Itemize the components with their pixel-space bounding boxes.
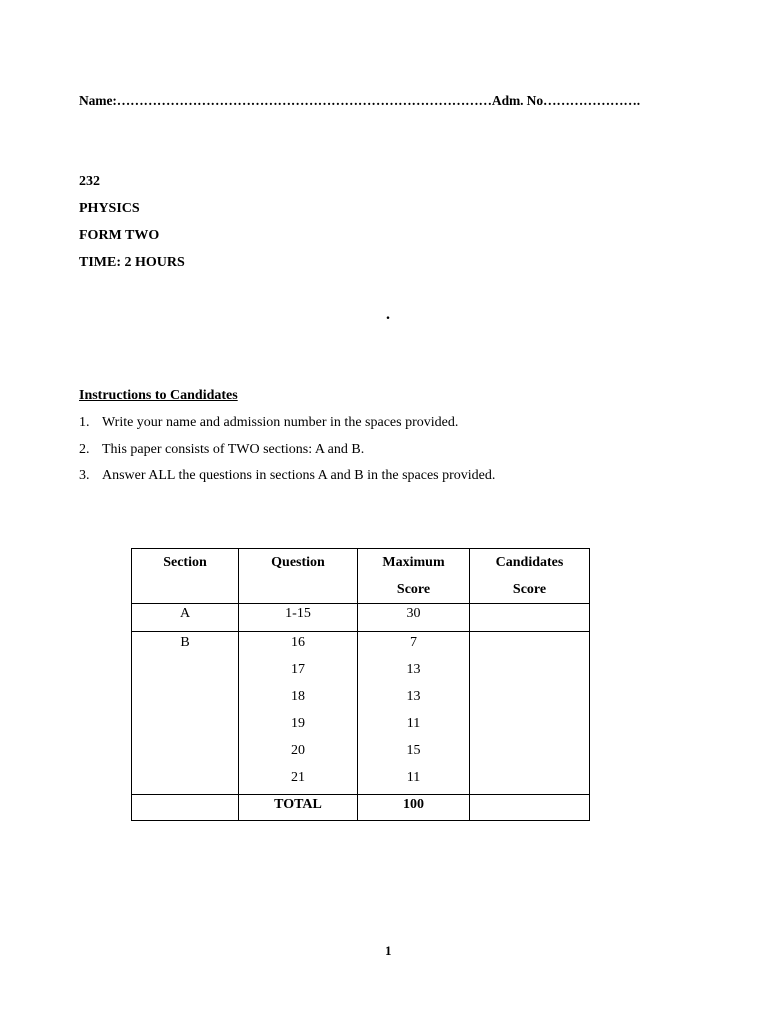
instruction-text: This paper consists of TWO sections: A and B. (102, 442, 365, 457)
total-label: TOTAL (239, 795, 358, 821)
page-number: 1 (385, 943, 392, 958)
instruction-text: Answer ALL the questions in sections A and B in the spaces provided. (102, 468, 496, 483)
question-cell: 1-15 (239, 604, 358, 632)
question-cell (239, 632, 358, 795)
instructions-title: Instructions to Candidates (79, 388, 238, 403)
table-row-section-a (132, 604, 590, 632)
subject-title: PHYSICS (79, 201, 140, 216)
max-score-value: 11 (406, 770, 421, 785)
question-value: 16 (291, 635, 305, 650)
exam-duration: TIME: 2 HOURS (79, 255, 185, 270)
candidate-score-cell[interactable] (470, 604, 590, 632)
name-admission-line: Name:…………………………………………………………………………Adm. No…………………. (79, 93, 641, 108)
instruction-text: Write your name and admission number in the spaces provided. (102, 415, 459, 430)
section-cell (132, 795, 239, 821)
instruction-number: 1. (79, 415, 90, 430)
score-table (131, 548, 590, 821)
table-row-total (132, 795, 590, 821)
max-score-value: 13 (406, 662, 421, 677)
question-value: 19 (291, 716, 305, 731)
header-section: Section (132, 549, 239, 604)
candidate-total-cell[interactable] (470, 795, 590, 821)
section-cell: A (132, 604, 239, 632)
form-level: FORM TWO (79, 228, 160, 243)
header-candidates-score: Candidates Score (470, 549, 590, 604)
instruction-number: 3. (79, 468, 90, 483)
question-value: 18 (291, 689, 305, 704)
instruction-item (79, 468, 495, 484)
max-score-value: 15 (406, 743, 421, 758)
header-question: Question (239, 549, 358, 604)
paper-code: 232 (79, 174, 100, 189)
total-max-score: 100 (358, 795, 470, 821)
instruction-item (79, 415, 458, 431)
question-value: 20 (291, 743, 305, 758)
max-score-value: 11 (406, 716, 421, 731)
table-row-section-b (132, 632, 590, 795)
section-cell: B (132, 632, 239, 795)
candidate-score-cell[interactable] (470, 632, 590, 795)
table-header-row (132, 549, 590, 604)
max-score-cell: 30 (358, 604, 470, 632)
question-value: 17 (291, 662, 305, 677)
instruction-item (79, 442, 364, 458)
center-dot: . (386, 306, 390, 323)
question-value: 21 (291, 770, 305, 785)
max-score-value: 7 (410, 635, 417, 650)
instruction-number: 2. (79, 442, 90, 457)
header-maximum-score: Maximum Score (358, 549, 470, 604)
max-score-value: 13 (406, 689, 421, 704)
max-score-cell (358, 632, 470, 795)
